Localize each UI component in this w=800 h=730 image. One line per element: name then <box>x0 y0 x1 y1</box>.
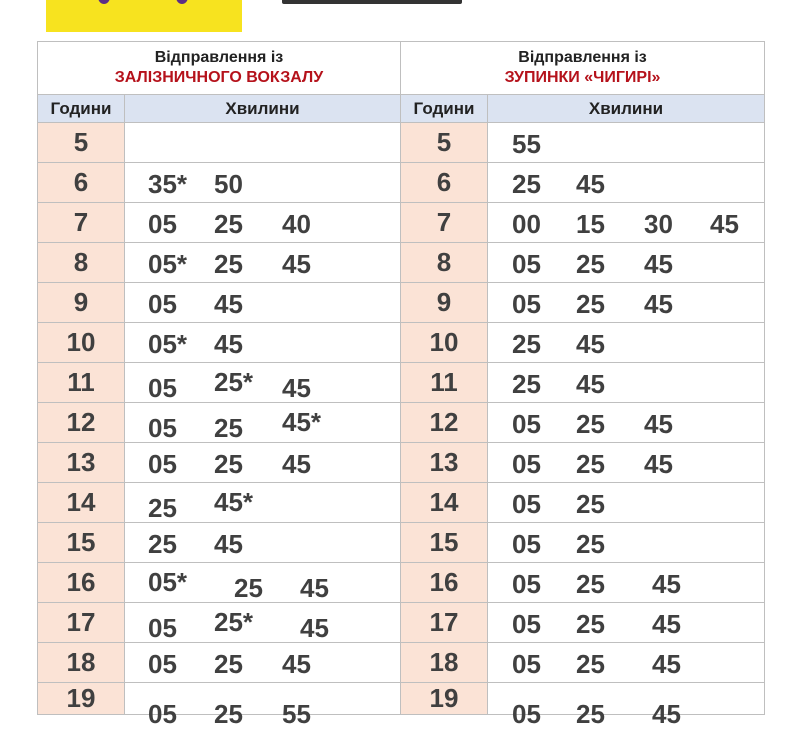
schedule-row <box>38 603 765 643</box>
departure-minute: 05 <box>512 698 541 729</box>
left-minutes-cell <box>125 603 401 643</box>
schedule-row <box>38 443 765 483</box>
right-hour-cell: 16 <box>401 563 488 603</box>
departure-minute: 55 <box>512 129 541 159</box>
left-hour-cell: 7 <box>38 203 125 243</box>
right-hour-cell: 9 <box>401 283 488 323</box>
right-hour-cell: 14 <box>401 483 488 523</box>
right-minutes-cell <box>488 163 765 203</box>
departure-minute: 25 <box>214 649 243 679</box>
departure-minute: 30 <box>644 209 673 239</box>
departure-minute: 25 <box>214 449 243 479</box>
departure-minute: 45 <box>710 209 739 239</box>
left-hour-cell: 10 <box>38 323 125 363</box>
departure-minute: 45 <box>300 613 329 643</box>
departure-minute: 05 <box>512 569 541 599</box>
departure-minute: 50 <box>214 169 243 199</box>
left-hour-cell: 19 <box>38 683 125 715</box>
right-minutes-cell <box>488 683 765 729</box>
right-hour-cell: 8 <box>401 243 488 283</box>
departure-minute: 05 <box>148 209 177 239</box>
right-hour-cell: 12 <box>401 403 488 443</box>
left-minutes-cell <box>125 123 401 163</box>
departure-minute: 05* <box>148 567 188 597</box>
right-header-stop: ЗУПИНКИ «ЧИГИРІ» <box>504 69 661 86</box>
right-direction-header <box>401 42 765 95</box>
right-hour-cell: 7 <box>401 203 488 243</box>
left-minutes-cell <box>125 163 401 203</box>
departure-minute: 05* <box>148 249 188 279</box>
departure-minute: 45 <box>644 249 673 279</box>
departure-minute: 35* <box>148 169 188 199</box>
right-minutes-cell <box>488 523 765 563</box>
departure-minute: 25 <box>576 409 605 439</box>
schedule-table <box>37 41 765 729</box>
departure-minute: 25* <box>214 367 254 397</box>
right-minutes-cell <box>488 363 765 403</box>
schedule-row <box>38 523 765 563</box>
schedule-row <box>38 683 765 715</box>
departure-minute: 25 <box>234 573 263 603</box>
right-hours-column-header: Години <box>401 95 488 123</box>
departure-minute: 25 <box>214 249 243 279</box>
right-minutes-column-header: Хвилини <box>488 95 765 123</box>
departure-minute: 45 <box>576 329 605 359</box>
schedule-row <box>38 283 765 323</box>
schedule-row <box>38 123 765 163</box>
departure-minute: 45 <box>644 449 673 479</box>
right-hour-cell: 17 <box>401 603 488 643</box>
departure-minute: 45 <box>214 289 243 319</box>
departure-minute: 45 <box>576 369 605 399</box>
departure-minute: 05* <box>148 329 188 359</box>
left-minutes-cell <box>125 643 401 683</box>
departure-minute: 25 <box>214 698 243 729</box>
right-minutes-cell <box>488 483 765 523</box>
left-minutes-cell <box>125 403 401 443</box>
departure-minute: 25 <box>512 329 541 359</box>
departure-minute: 05 <box>148 649 177 679</box>
left-minutes-cell <box>125 363 401 403</box>
left-direction-header <box>38 42 401 95</box>
departure-minute: 45 <box>652 609 681 639</box>
departure-minute: 25 <box>576 289 605 319</box>
left-minutes-column-header: Хвилини <box>125 95 401 123</box>
schedule-row <box>38 563 765 603</box>
schedule-row <box>38 243 765 283</box>
left-hours-column-header: Години <box>38 95 125 123</box>
departure-minute: 25 <box>576 489 605 519</box>
left-hour-cell: 8 <box>38 243 125 283</box>
departure-minute: 05 <box>512 649 541 679</box>
departure-minute: 25 <box>576 609 605 639</box>
left-minutes-cell <box>125 483 401 523</box>
schedule-row <box>38 403 765 443</box>
departure-minute: 15 <box>576 209 605 239</box>
departure-minute: 45 <box>652 649 681 679</box>
right-hour-cell: 15 <box>401 523 488 563</box>
left-hour-cell: 15 <box>38 523 125 563</box>
left-minutes-cell <box>125 243 401 283</box>
cropped-title <box>282 0 462 6</box>
left-minutes-cell <box>125 443 401 483</box>
left-hour-cell: 16 <box>38 563 125 603</box>
schedule-row <box>38 363 765 403</box>
left-header-station: ЗАЛІЗНИЧНОГО ВОКЗАЛУ <box>114 69 324 86</box>
right-minutes-cell <box>488 323 765 363</box>
schedule-row <box>38 643 765 683</box>
right-minutes-cell <box>488 243 765 283</box>
departure-minute: 40 <box>282 209 311 239</box>
right-minutes-cell <box>488 563 765 603</box>
departure-minute: 00 <box>512 209 541 239</box>
logo-mark-left <box>98 0 110 4</box>
left-minutes-cell <box>125 323 401 363</box>
departure-minute: 25 <box>576 649 605 679</box>
departure-minute: 45 <box>652 698 681 729</box>
right-minutes-cell <box>488 643 765 683</box>
left-header-line1: Відправлення із <box>154 49 284 66</box>
right-hour-cell: 11 <box>401 363 488 403</box>
departure-minute: 05 <box>148 413 177 443</box>
right-hour-cell: 5 <box>401 123 488 163</box>
right-minutes-cell <box>488 403 765 443</box>
departure-minute: 45 <box>282 249 311 279</box>
departure-minute: 25 <box>576 569 605 599</box>
schedule-body <box>38 123 765 729</box>
departure-minute: 05 <box>148 289 177 319</box>
right-minutes-cell <box>488 603 765 643</box>
departure-minute: 05 <box>148 698 177 729</box>
departure-minute: 45 <box>300 573 329 603</box>
right-hour-cell: 18 <box>401 643 488 683</box>
schedule-row <box>38 483 765 523</box>
right-minutes-cell <box>488 443 765 483</box>
departure-minute: 45 <box>644 409 673 439</box>
departure-minute: 05 <box>148 449 177 479</box>
left-minutes-cell <box>125 523 401 563</box>
departure-minute: 05 <box>512 609 541 639</box>
departure-minute: 25 <box>512 169 541 199</box>
right-hour-cell: 6 <box>401 163 488 203</box>
departure-minute: 25 <box>576 249 605 279</box>
left-hour-cell: 11 <box>38 363 125 403</box>
left-hour-cell: 6 <box>38 163 125 203</box>
left-hour-cell: 17 <box>38 603 125 643</box>
departure-minute: 25 <box>512 369 541 399</box>
logo-mark-right <box>176 0 188 4</box>
right-minutes-cell <box>488 283 765 323</box>
left-minutes-cell <box>125 683 401 729</box>
departure-minute: 45 <box>652 569 681 599</box>
schedule-row <box>38 323 765 363</box>
departure-minute: 25 <box>576 449 605 479</box>
logo <box>46 0 242 32</box>
departure-minute: 05 <box>512 489 541 519</box>
left-hour-cell: 5 <box>38 123 125 163</box>
left-hour-cell: 14 <box>38 483 125 523</box>
right-minutes-cell <box>488 123 765 163</box>
left-minutes-cell <box>125 203 401 243</box>
departure-minute: 45 <box>576 169 605 199</box>
departure-minute: 45* <box>282 407 322 437</box>
left-hour-cell: 13 <box>38 443 125 483</box>
left-hour-cell: 12 <box>38 403 125 443</box>
left-minutes-cell <box>125 283 401 323</box>
departure-minute: 25 <box>214 413 243 443</box>
right-minutes-cell <box>488 203 765 243</box>
departure-minute: 25 <box>148 493 177 523</box>
schedule-row <box>38 163 765 203</box>
departure-minute: 25* <box>214 607 254 637</box>
departure-minute: 05 <box>512 449 541 479</box>
left-hour-cell: 9 <box>38 283 125 323</box>
left-hour-cell: 18 <box>38 643 125 683</box>
right-header-line1: Відправлення із <box>518 49 647 66</box>
departure-minute: 45* <box>214 487 254 517</box>
departure-minute: 25 <box>576 698 605 729</box>
schedule-row <box>38 203 765 243</box>
departure-minute: 45 <box>214 329 243 359</box>
departure-minute: 45 <box>282 373 311 403</box>
departure-minute: 05 <box>148 373 177 403</box>
departure-minute: 45 <box>282 449 311 479</box>
departure-minute: 25 <box>148 529 177 559</box>
departure-minute: 05 <box>512 249 541 279</box>
departure-minute: 05 <box>512 289 541 319</box>
right-hour-cell: 10 <box>401 323 488 363</box>
departure-minute: 45 <box>214 529 243 559</box>
departure-minute: 45 <box>644 289 673 319</box>
departure-minute: 55 <box>282 698 311 729</box>
right-hour-cell: 19 <box>401 683 488 715</box>
departure-minute: 25 <box>214 209 243 239</box>
departure-minute: 45 <box>282 649 311 679</box>
left-minutes-cell <box>125 563 401 603</box>
departure-minute: 05 <box>512 529 541 559</box>
departure-minute: 25 <box>576 529 605 559</box>
departure-minute: 05 <box>512 409 541 439</box>
departure-minute: 05 <box>148 613 177 643</box>
right-hour-cell: 13 <box>401 443 488 483</box>
